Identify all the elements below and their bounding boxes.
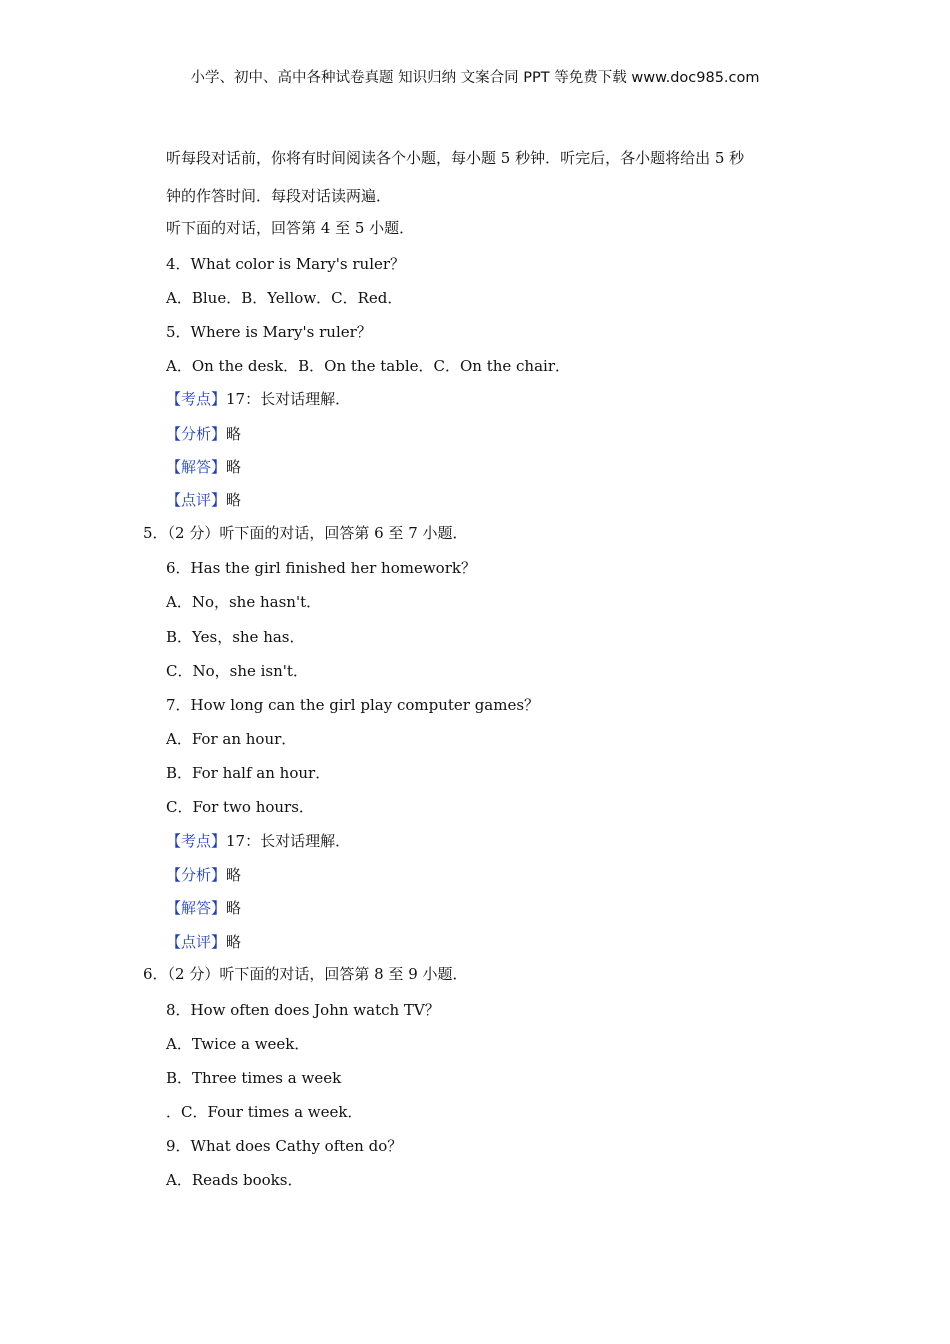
- question-9-option-a: A．Reads books．: [166, 1171, 303, 1189]
- kaodian-1: [166, 389, 350, 409]
- fenxi-1: [166, 424, 241, 444]
- question-9: 9．What does Cathy often do？: [166, 1137, 403, 1155]
- question-6: 6．Has the girl finished her homework？: [166, 559, 476, 577]
- question-7-option-c: C．For two hours．: [166, 798, 314, 816]
- question-4-options: A．Blue．B．Yellow．C．Red．: [166, 289, 403, 307]
- question-5-options: A．On the desk．B．On the table．C．On the chair．: [166, 357, 570, 375]
- question-6-option-a: A．No，she hasn't．: [166, 593, 322, 611]
- dianping-tag: 【点评】: [166, 491, 227, 509]
- question-8-option-b: B．Three times a week: [166, 1069, 342, 1087]
- dianping-text: 略: [226, 933, 242, 951]
- jieda-tag: 【解答】: [166, 458, 227, 476]
- question-8-option-c: ．C．Four times a week．: [166, 1103, 363, 1121]
- question-7: 7．How long can the girl play computer games？: [166, 696, 540, 714]
- fenxi-text: 略: [226, 425, 242, 443]
- dianping-2: [166, 932, 241, 952]
- dianping-tag: 【点评】: [166, 933, 227, 951]
- kaodian-2: [166, 831, 350, 851]
- question-6-option-b: B．Yes，she has．: [166, 628, 305, 646]
- jieda-2: [166, 898, 241, 918]
- fenxi-2: [166, 865, 241, 885]
- question-group-5-title: 5．（2 分）听下面的对话，回答第 6 至 7 小题．: [143, 524, 468, 542]
- question-7-option-b: B．For half an hour．: [166, 764, 331, 782]
- question-5: 5．Where is Mary's ruler？: [166, 323, 372, 341]
- fenxi-tag: 【分析】: [166, 866, 227, 884]
- intro-line-1: 听每段对话前，你将有时间阅读各个小题，每小题 5 秒钟．听完后，各小题将给出 5 秒: [166, 149, 745, 167]
- page-header: 小学、初中、高中各种试卷真题 知识归纳 文案合同 PPT 等免费下载 www.doc985.com: [190, 70, 760, 86]
- question-7-option-a: A．For an hour．: [166, 730, 297, 748]
- jieda-text: 略: [226, 899, 242, 917]
- question-6-option-c: C．No，she isn't．: [166, 662, 308, 680]
- question-4: 4．What color is Mary's ruler？: [166, 255, 406, 273]
- dianping-1: [166, 490, 241, 510]
- jieda-tag: 【解答】: [166, 899, 227, 917]
- fenxi-text: 略: [226, 866, 242, 884]
- dianping-text: 略: [226, 491, 242, 509]
- kaodian-text: 17：长对话理解．: [226, 832, 351, 850]
- question-8: 8．How often does John watch TV？: [166, 1001, 440, 1019]
- question-8-option-a: A．Twice a week．: [166, 1035, 310, 1053]
- jieda-text: 略: [226, 458, 242, 476]
- kaodian-tag: 【考点】: [166, 390, 227, 408]
- question-group-6-title: 6．（2 分）听下面的对话，回答第 8 至 9 小题．: [143, 965, 468, 983]
- kaodian-text: 17：长对话理解．: [226, 390, 351, 408]
- intro-line-2: 钟的作答时间．每段对话读两遍．: [166, 187, 392, 205]
- kaodian-tag: 【考点】: [166, 832, 227, 850]
- fenxi-tag: 【分析】: [166, 425, 227, 443]
- jieda-1: [166, 457, 241, 477]
- intro-line-3: 听下面的对话，回答第 4 至 5 小题．: [166, 219, 415, 237]
